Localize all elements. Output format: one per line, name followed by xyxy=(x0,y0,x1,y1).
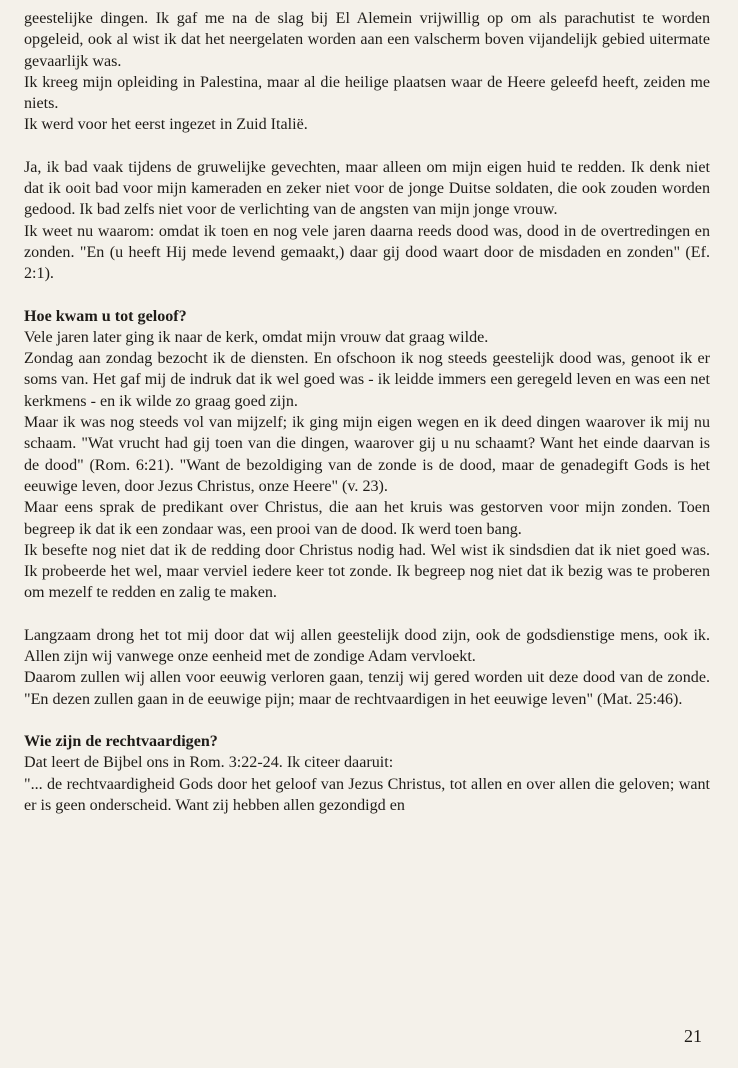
paragraph-spacer xyxy=(24,604,710,625)
paragraph: Daarom zullen wij allen voor eeuwig verloren gaan, tenzij wij gered worden uit deze dood van de zonde. "En dezen zullen gaan in de eeuwige pijn; maar de rechtvaardigen in het eeuwige leven" (Mat. 25:46). xyxy=(24,669,710,708)
paragraph: Ik besefte nog niet dat ik de redding door Christus nodig had. Wel wist ik sindsdien dat ik niet goed was. Ik probeerde het wel, maar verviel iedere keer tot zonde. Ik begreep nog niet dat ik bezig was te proberen om mezelf te redden en zalig te maken. xyxy=(24,541,710,602)
paragraph-spacer xyxy=(24,285,710,306)
paragraph: Ik werd voor het eerst ingezet in Zuid Italië. xyxy=(24,116,308,134)
paragraph: Zondag aan zondag bezocht ik de diensten. En ofschoon ik nog steeds geestelijk dood was, genoot ik er soms van. Het gaf mij de indruk dat ik wel goed was - ik leidde immers een geregeld leven en was een net kerkmens - en ik wilde zo graag goed zijn. xyxy=(24,350,710,410)
paragraph-spacer xyxy=(24,710,710,731)
paragraph: Maar ik was nog steeds vol van mijzelf; ik ging mijn eigen wegen en ik deed dingen waarover ik mij nu schaam. "Wat vrucht had gij toen van die dingen, waarover gij u nu schaamt? Want het einde daarvan is de dood" (Rom. 6:21). "Want de bezoldiging van de zonde is de dood, maar de genadegift Gods is het eeuwige leven, door Jezus Christus, onze Heere" (v. 23). xyxy=(24,414,710,495)
page-number: 21 xyxy=(684,1026,702,1046)
paragraph: "... de rechtvaardigheid Gods door het geloof van Jezus Christus, tot allen en over allen die geloven; want er is geen onderscheid. Want zij hebben allen gezondigd en xyxy=(24,775,710,814)
paragraph: Ik weet nu waarom: omdat ik toen en nog vele jaren daarna reeds dood was, dood in de overtredingen en zonden. "En (u heeft Hij mede levend gemaakt,) daar gij dood waart door de misdaden en zonden" (Ef. 2:1). xyxy=(24,222,710,283)
paragraph: geestelijke dingen. Ik gaf me na de slag bij El Alemein vrijwillig op om als parachutist te worden opgeleid, ook al wist ik dat het neergelaten worden aan een valscherm boven vijandelijk gebied uitermate gevaarlijk was. xyxy=(24,10,710,70)
paragraph: Maar eens sprak de predikant over Christus, die aan het kruis was gestorven voor mijn zonden. Toen begreep ik dat ik een zondaar was, een prooi van de dood. Ik werd toen bang. xyxy=(24,499,710,538)
paragraph-spacer xyxy=(24,136,710,157)
section-heading: Wie zijn de rechtvaardigen? xyxy=(24,732,218,750)
section-heading: Hoe kwam u tot geloof? xyxy=(24,307,187,325)
paragraph: Ja, ik bad vaak tijdens de gruwelijke gevechten, maar alleen om mijn eigen huid te redden. Ik denk niet dat ik ooit bad voor mijn kameraden en zeker niet voor de jonge Duitse soldaten, die ook zouden worden gedood. Ik bad zelfs niet voor de verlichting van de angsten van mijn jonge vrouw. xyxy=(24,158,710,219)
paragraph: Ik kreeg mijn opleiding in Palestina, maar al die heilige plaatsen waar de Heere geleefd heeft, zeiden me niets. xyxy=(24,73,710,113)
paragraph: Dat leert de Bijbel ons in Rom. 3:22-24. Ik citeer daaruit: xyxy=(24,754,394,772)
paragraph: Langzaam drong het tot mij door dat wij allen geestelijk dood zijn, ook de godsdienstige mens, ook ik. Allen zijn wij vanwege onze eenheid met de zondige Adam vervloekt. xyxy=(24,626,710,666)
paragraph: Vele jaren later ging ik naar de kerk, omdat mijn vrouw dat graag wilde. xyxy=(24,328,489,346)
